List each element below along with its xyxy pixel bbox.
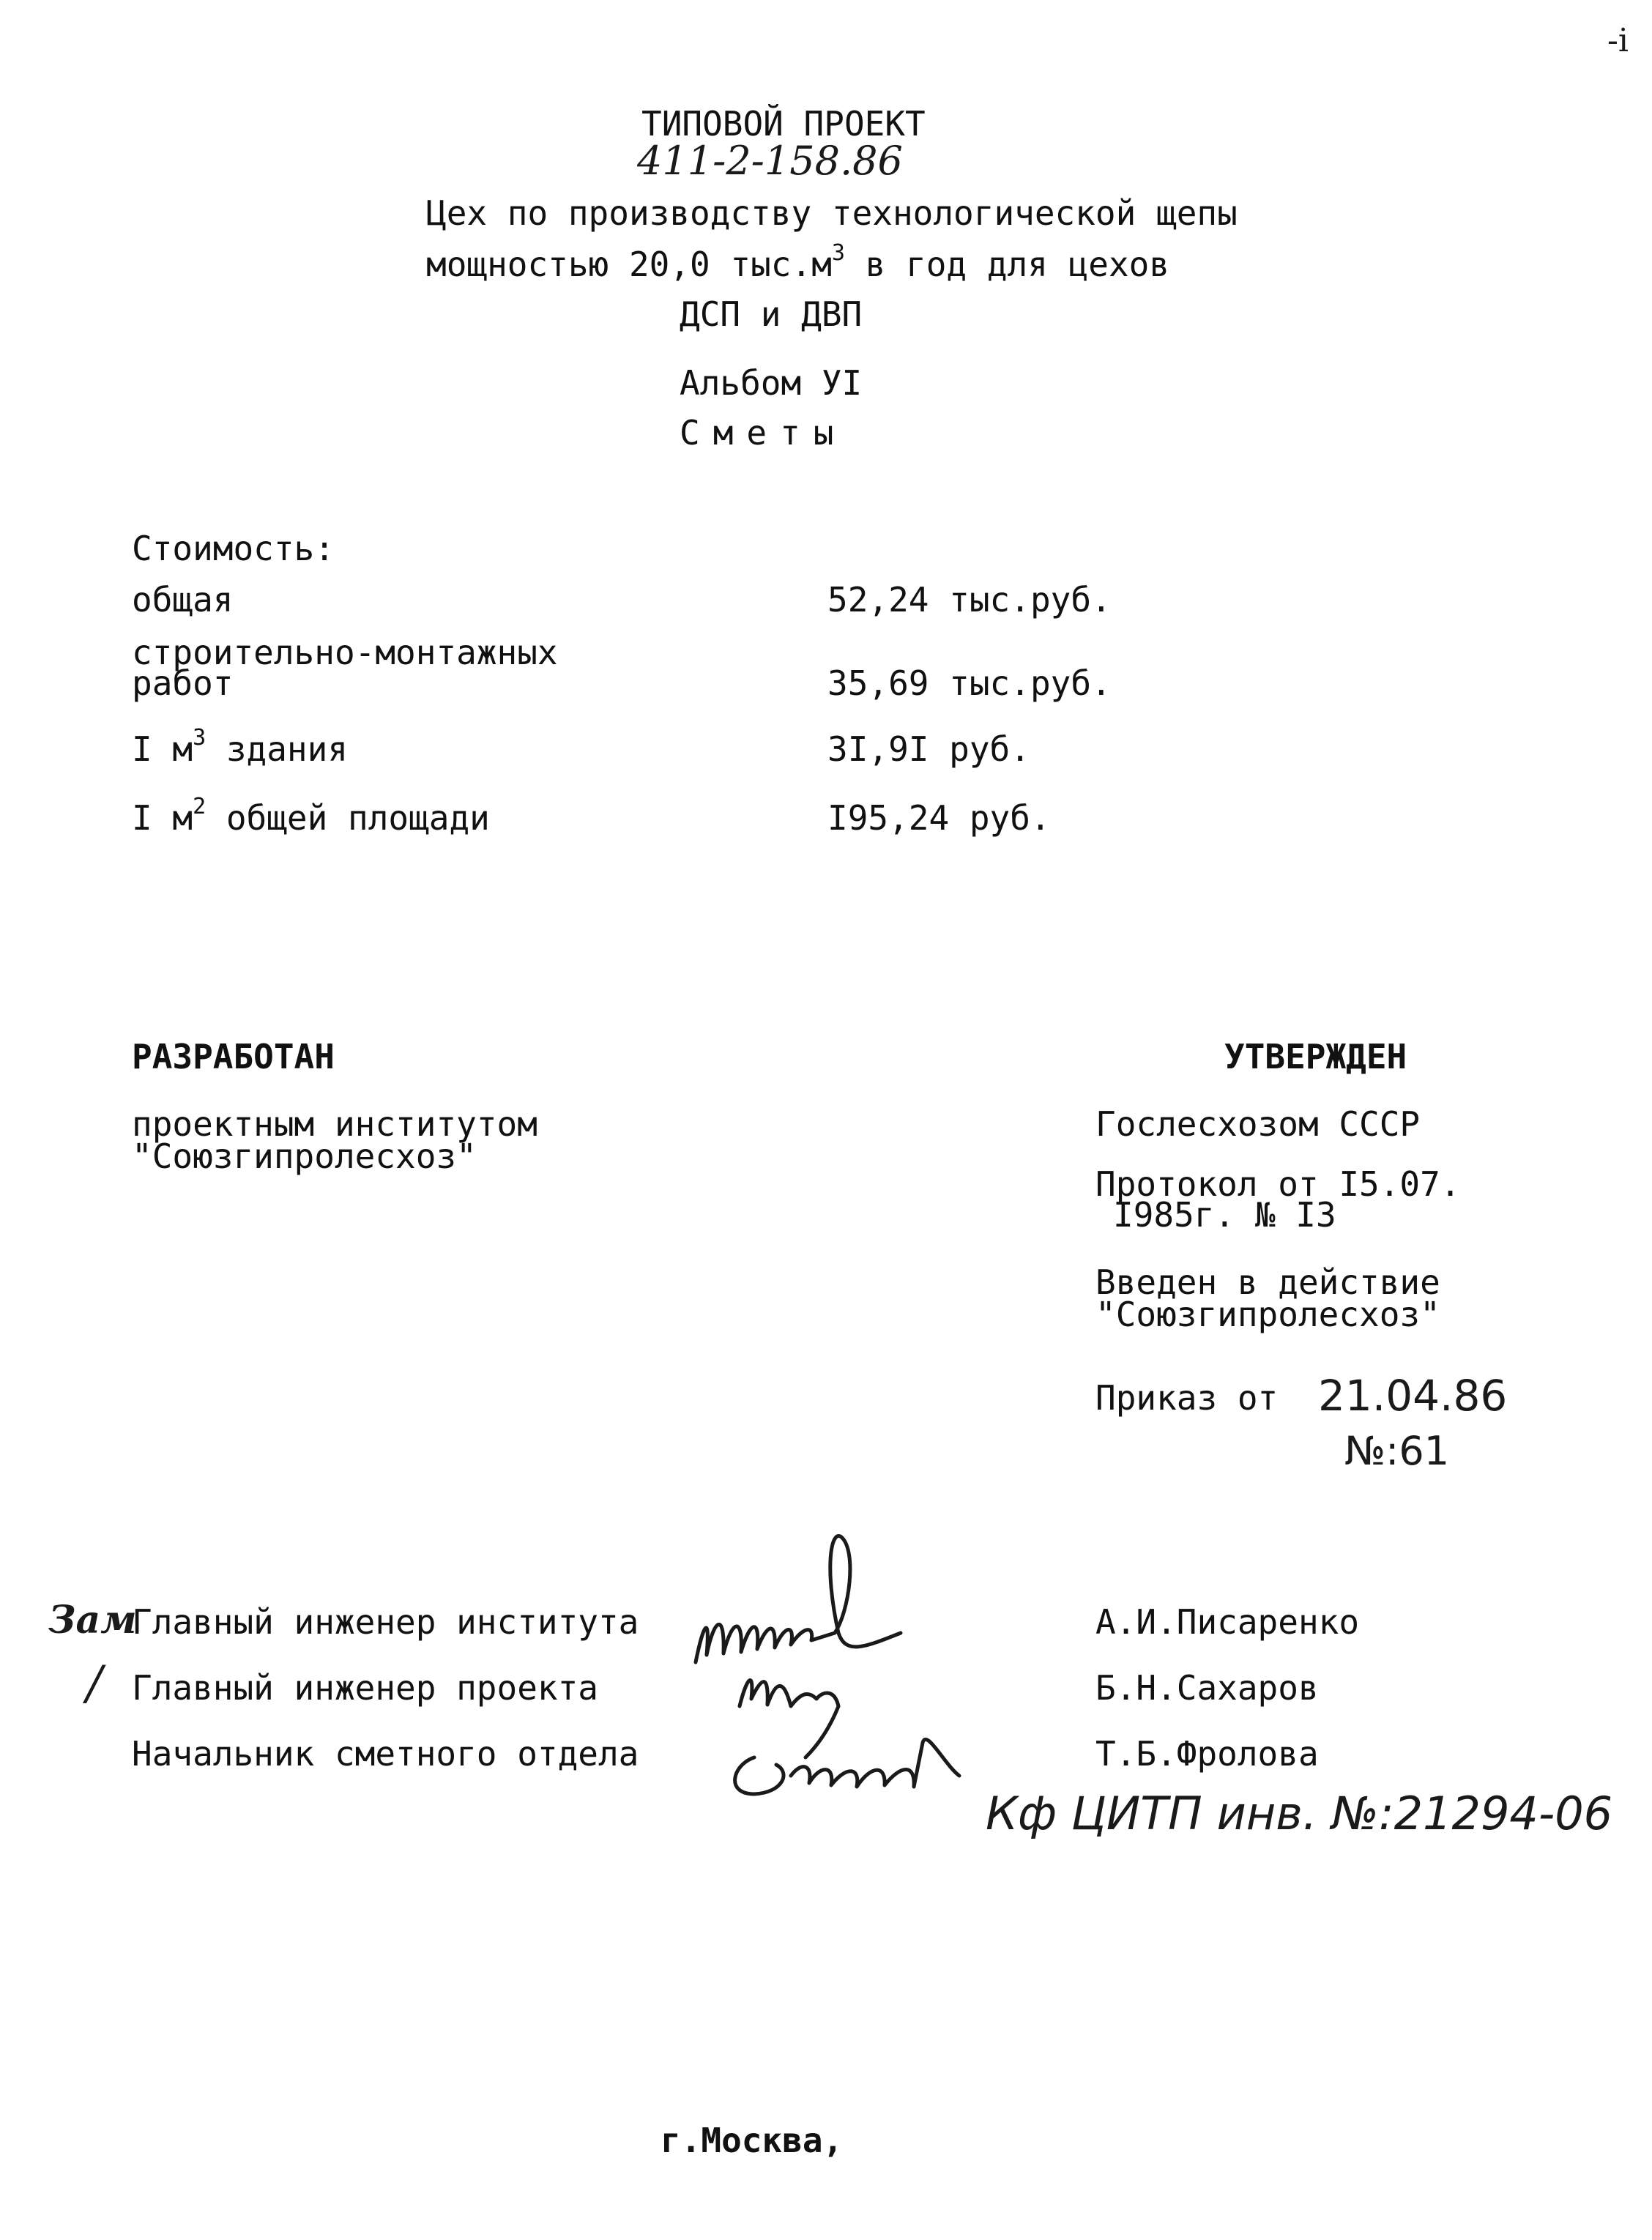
project-number: 411-2-158.86 [637, 138, 903, 184]
cost-per-m3-unit: I м [132, 729, 193, 769]
signature-row-3-name: Т.Б.Фролова [1095, 1734, 1319, 1774]
cost-construction-value: 35,69 тыс.руб. [827, 663, 1112, 703]
approved-enacted-line-2: "Союзгипролесхоз" [1095, 1295, 1440, 1334]
cost-heading: Стоимость: [132, 529, 335, 568]
approved-order-date: 21.04.86 [1318, 1371, 1508, 1421]
cost-total-value: 52,24 тыс.руб. [827, 580, 1112, 619]
approved-protocol-line-2: I985г. № I3 [1113, 1195, 1336, 1235]
cost-total-label: общая [132, 580, 234, 619]
signature-row-1-position: Главный инженер института [132, 1602, 639, 1642]
developed-line-2: "Союзгипролесхоз" [132, 1136, 477, 1176]
approved-org: Гослесхозом СССР [1095, 1104, 1421, 1144]
cost-construction-label: строительно-монтажных [132, 633, 558, 672]
signature-row-2-prefix: / [86, 1656, 103, 1711]
handwritten-signatures [681, 1523, 1032, 1831]
cost-per-m2-label [132, 794, 490, 838]
approved-heading: УТВЕРЖДЕН [1224, 1037, 1407, 1076]
title-line-1: Цех по производству технологической щепы [426, 193, 1238, 233]
approved-order-number: №:61 [1344, 1428, 1450, 1474]
subject: Сметы [680, 413, 847, 453]
developed-line-1: проектным институтом [132, 1104, 537, 1144]
signature-row-3-position: Начальник сметного отдела [132, 1734, 639, 1774]
cost-per-m2-rest: общей площади [206, 798, 490, 838]
cost-per-m2-unit: I м [132, 798, 193, 838]
developed-heading: РАЗРАБОТАН [132, 1037, 335, 1076]
signature-row-2-position: Главный инженер проекта [132, 1668, 598, 1708]
inventory-note: Кф ЦИТП инв. №:21294-06 [986, 1787, 1613, 1840]
cost-construction-label-line2: работ [132, 663, 234, 703]
approved-enacted-line-1: Введен в действие [1095, 1262, 1440, 1302]
signature-row-2-name: Б.Н.Сахаров [1095, 1668, 1319, 1708]
cost-per-m3-value: 3I,9I руб. [827, 729, 1030, 769]
cost-per-m2-value: I95,24 руб. [827, 798, 1051, 838]
approved-order-label: Приказ от [1095, 1378, 1279, 1418]
page-mark: -i [1607, 22, 1629, 59]
project-label: ТИПОВОЙ ПРОЕКТ [641, 104, 926, 144]
signature-row-1-prefix: Зам [48, 1598, 137, 1642]
title-line-2-prefix: мощностью 20,0 тыс.м [426, 245, 832, 284]
title-line-2-suffix: в год для цехов [844, 245, 1170, 284]
title-line-2-sup: 3 [831, 240, 845, 266]
signature-row-1-name: А.И.Писаренко [1095, 1602, 1360, 1642]
cost-per-m3-sup: 3 [193, 725, 206, 751]
city: г.Москва, [661, 2121, 844, 2160]
album: Альбом УI [680, 363, 863, 403]
cost-per-m3-rest: здания [206, 729, 349, 769]
title-line-2 [426, 240, 1170, 284]
approved-protocol-line-1: Протокол от I5.07. [1095, 1164, 1461, 1204]
title-line-3: ДСП и ДВП [680, 294, 863, 334]
cost-per-m3-label [132, 725, 349, 769]
cost-per-m2-sup: 2 [193, 794, 206, 819]
